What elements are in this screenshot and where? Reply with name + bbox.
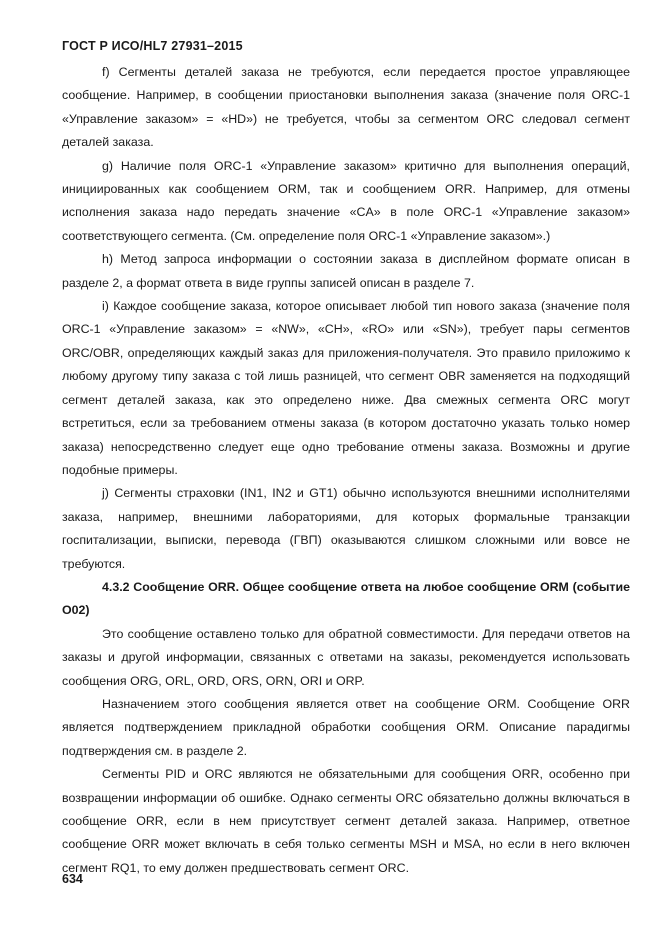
paragraph-h: h) Метод запроса информации о состоянии заказа в дисплейном формате описан в разделе 2, а формат ответа в виде группы записей описан в разделе 7. [62,252,630,290]
section-paragraph: Назначением этого сообщения является ответ на сообщение ORM. Сообщение ORR является подтверждением прикладной обработки сообщения ORM. Описание парадигмы подтверждения см. в разделе 2. [62,696,630,758]
page-number: 634 [62,872,83,886]
paragraph-i: i) Каждое сообщение заказа, которое описывает любой тип нового заказа (значение поля ORC-1 «Управление заказом» = «NW», «CH», «RO» или «SN»), требует пары сегментов ORC/OBR, определяющих каждый заказ для приложения-получателя. Это правило приложимо к любому другому типу заказа с той лишь разницей, что сегмент OBR заменяется на подходящий сегмент деталей заказа, как это определено ниже. Два смежных сегмента ORC могут встретиться, если за требованием отмены заказа (в котором достаточно указать только номер заказа) непосредственно следует еще одно требование отмены заказа. Возможны и другие подобные примеры. [62,299,630,477]
section-heading: 4.3.2 Сообщение ORR. Общее сообщение ответа на любое сообщение ORM (событие O02) [62,579,630,618]
paragraph-f: f) Сегменты деталей заказа не требуются, если передается простое управляющее сообщение. Например, в сообщении приостановки выполнения заказа (значение поля ORC-1 «Управление заказом» = «HD») не требуется, чтобы за сегментом ORC следовал сегмент деталей заказа. [62,65,630,150]
page-body [62,61,630,880]
section-paragraph: Сегменты PID и ORC являются не обязательными для сообщения ORR, особенно при возвращении информации об ошибке. Однако сегменты ORC обязательно должны включаться в сообщение ORR, если в нем присутствует сегмент деталей заказа. Например, ответное сообщение ORR может включать в себя только сегменты MSH и MSA, но если в него включен сегмент RQ1, то ему должен предшествовать сегмент ORC. [62,767,630,875]
paragraph-g: g) Наличие поля ORC-1 «Управление заказом» критично для выполнения операций, инициированных как сообщением ORM, так и сообщением ORR. Например, для отмены исполнения заказа надо передать значение «CA» в поле ORC-1 «Управление заказом» соответствующего сегмента. (См. определение поля ORC-1 «Управление заказом».) [62,158,630,243]
page-header: ГОСТ Р ИСО/HL7 27931–2015 [62,39,243,53]
section-paragraph: Это сообщение оставлено только для обратной совместимости. Для передачи ответов на заказы и другой информации, связанных с ответами на заказы, рекомендуется использовать сообщения ORG, ORL, ORD, ORS, ORN, ORI и ORP. [62,626,630,688]
paragraph-j: j) Сегменты страховки (IN1, IN2 и GT1) обычно используются внешними исполнителями заказа, например, внешними лабораториями, для которых формальные транзакции госпитализации, выписки, перевода (ГВП) оказываются слишком сложными или вовсе не требуются. [62,486,630,571]
